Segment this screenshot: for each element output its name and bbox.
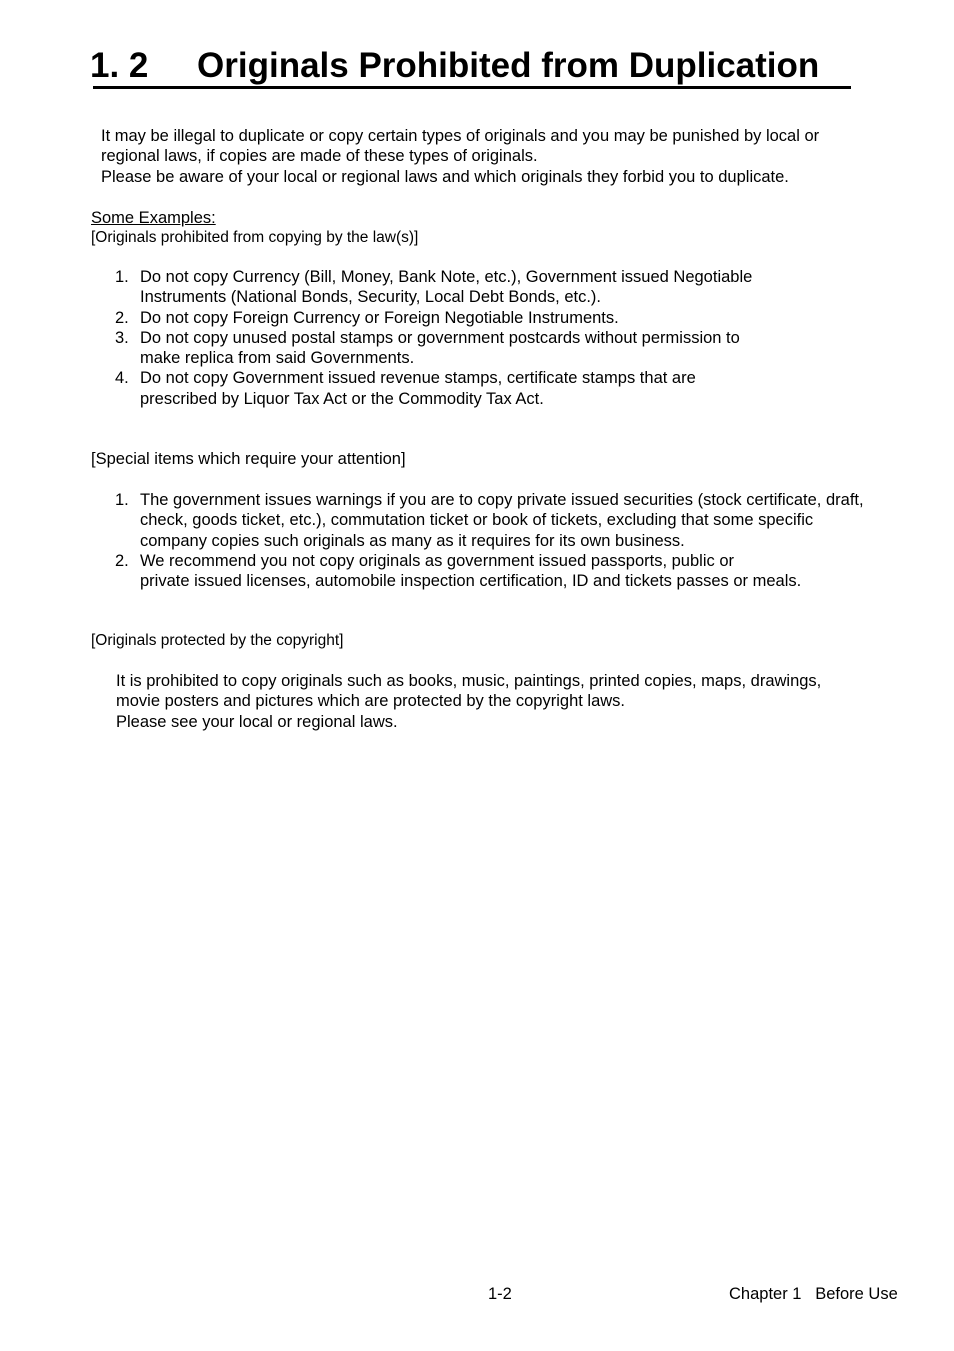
list-item-number: 4. (115, 369, 129, 388)
page-heading (90, 44, 850, 88)
list-item-number: 1. (115, 268, 129, 286)
law-section-label: [Originals prohibited from copying by the law(s)] (91, 229, 419, 246)
list-item-number: 3. (115, 328, 129, 347)
list-item-number: 1. (115, 491, 129, 509)
list-item-line: Do not copy Currency (Bill, Money, Bank Note, etc.), Government issued Negotiable (140, 268, 753, 286)
list-item (115, 368, 752, 409)
heading-number: 1. 2 (90, 46, 149, 85)
copyright-paragraph (116, 671, 821, 732)
examples-label: Some Examples: (91, 209, 216, 227)
list-item-line: Do not copy unused postal stamps or government postcards without permission to (140, 328, 740, 347)
list-item-line: The government issues warnings if you are to copy private issued securities (stock certificate, draft, (140, 491, 864, 509)
chapter-label: Chapter 1 Before Use (729, 1285, 898, 1303)
intro-line: regional laws, if copies are made of these types of originals. (101, 147, 538, 166)
intro-paragraph (101, 126, 891, 187)
copyright-section-label: [Originals protected by the copyright] (91, 632, 344, 649)
list-item-line: company copies such originals as many as it requires for its own business. (140, 531, 685, 550)
intro-line: Please be aware of your local or regional laws and which originals they forbid you to duplicate. (101, 167, 789, 186)
copyright-line: movie posters and pictures which are protected by the copyright laws. (116, 692, 626, 711)
special-section-label: [Special items which require your attention] (91, 450, 406, 468)
list-item-line: Do not copy Government issued revenue stamps, certificate stamps that are (140, 369, 696, 388)
copyright-line: Please see your local or regional laws. (116, 712, 398, 731)
copyright-line: It is prohibited to copy originals such as books, music, paintings, printed copies, maps, drawings, (116, 672, 822, 690)
list-item-line: check, goods ticket, etc.), commutation ticket or book of tickets, excluding that some specific (140, 511, 814, 530)
law-prohibited-list (115, 267, 752, 409)
list-item-line: prescribed by Liquor Tax Act or the Commodity Tax Act. (140, 389, 544, 408)
list-item (115, 267, 752, 308)
list-item-line: Instruments (National Bonds, Security, Local Debt Bonds, etc.). (140, 288, 601, 307)
list-item-line: make replica from said Governments. (140, 349, 415, 368)
list-item-line: We recommend you not copy originals as government issued passports, public or (140, 551, 734, 570)
heading-underline (93, 86, 851, 89)
list-item-line: private issued licenses, automobile inspection certification, ID and tickets passes or meals. (140, 572, 802, 591)
page-number: 1-2 (488, 1285, 512, 1303)
list-item (115, 308, 752, 328)
intro-line: It may be illegal to duplicate or copy certain types of originals and you may be punished by local or (101, 127, 820, 145)
list-item-line: Do not copy Foreign Currency or Foreign Negotiable Instruments. (140, 308, 619, 327)
special-items-list (115, 490, 864, 591)
list-item (115, 328, 752, 369)
heading-title: Originals Prohibited from Duplication (197, 46, 820, 85)
list-item-number: 2. (115, 308, 129, 327)
list-item (115, 490, 864, 551)
list-item (115, 551, 864, 592)
list-item-number: 2. (115, 551, 129, 570)
